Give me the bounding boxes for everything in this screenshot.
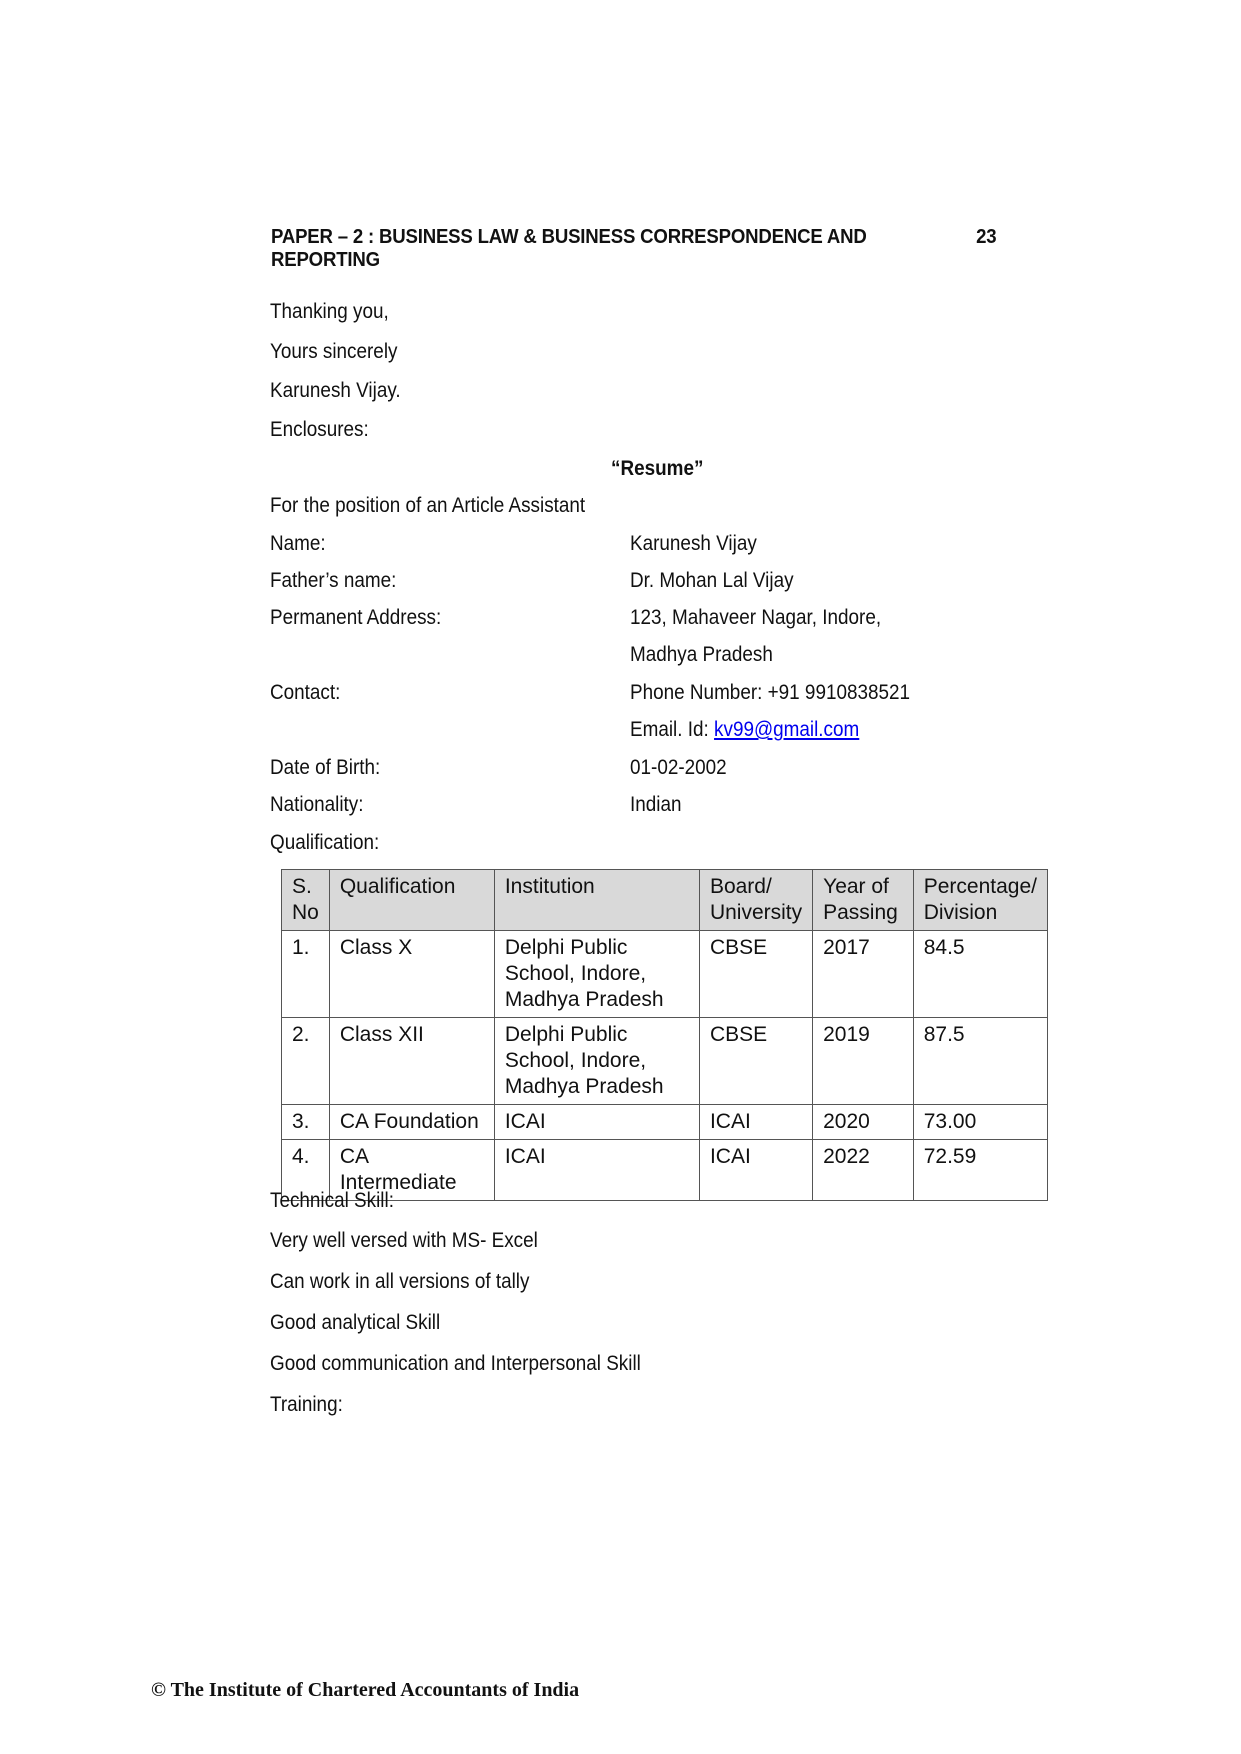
cell-institution: Delphi Public School, Indore, Madhya Pradesh (494, 931, 699, 1018)
cell-qualification: Class XII (329, 1018, 494, 1105)
technical-skill-label: Technical Skill: (270, 1189, 394, 1212)
name-label: Name: (270, 532, 326, 555)
address-label: Permanent Address: (270, 606, 442, 629)
cell-institution: Delphi Public School, Indore, Madhya Pradesh (494, 1018, 699, 1105)
table-row (282, 1105, 1048, 1140)
cell-qualification: CA Intermediate (329, 1140, 494, 1201)
page-header (271, 226, 996, 272)
cell-year: 2017 (813, 931, 914, 1018)
paper-title: PAPER – 2 : BUSINESS LAW & BUSINESS CORRESPONDENCE AND REPORTING (271, 226, 867, 271)
cell-institution: ICAI (494, 1140, 699, 1201)
cell-year: 2019 (813, 1018, 914, 1105)
cell-sno: 4. (282, 1140, 330, 1201)
table-row (282, 1140, 1048, 1201)
contact-label: Contact: (270, 681, 341, 704)
father-name-value: Dr. Mohan Lal Vijay (630, 569, 794, 592)
cell-percentage: 73.00 (913, 1105, 1047, 1140)
table-row (282, 1018, 1048, 1105)
cell-institution: ICAI (494, 1105, 699, 1140)
cell-percentage: 84.5 (913, 931, 1047, 1018)
dob-value: 01-02-2002 (630, 756, 727, 779)
qualification-label: Qualification: (270, 831, 380, 854)
nationality-label: Nationality: (270, 793, 364, 816)
skill-item: Good analytical Skill (270, 1311, 441, 1334)
dob-label: Date of Birth: (270, 756, 381, 779)
father-name-label: Father’s name: (270, 569, 397, 592)
training-label: Training: (270, 1393, 343, 1416)
header-qualification: Qualification (329, 870, 494, 931)
cell-board: CBSE (699, 1018, 812, 1105)
cell-qualification: Class X (329, 931, 494, 1018)
cell-year: 2022 (813, 1140, 914, 1201)
header-year: Year of Passing (813, 870, 914, 931)
header-percentage: Percentage/ Division (913, 870, 1047, 931)
copyright-footer: © The Institute of Chartered Accountants of India (151, 1679, 580, 1701)
skill-item: Good communication and Interpersonal Skill (270, 1352, 641, 1375)
cell-qualification: CA Foundation (329, 1105, 494, 1140)
email-line (630, 718, 859, 742)
name-value: Karunesh Vijay (630, 532, 757, 555)
closing-name: Karunesh Vijay. (270, 379, 401, 402)
table-header-row (282, 870, 1048, 931)
email-link[interactable]: kv99@gmail.com (714, 718, 860, 741)
cell-board: CBSE (699, 931, 812, 1018)
phone-number: Phone Number: +91 9910838521 (630, 681, 911, 704)
cell-sno: 3. (282, 1105, 330, 1140)
nationality-value: Indian (630, 793, 682, 816)
header-sno: S. No (282, 870, 330, 931)
qualification-table (281, 869, 1048, 1201)
skill-item: Can work in all versions of tally (270, 1270, 530, 1293)
cell-sno: 2. (282, 1018, 330, 1105)
resume-title: “Resume” (611, 457, 704, 480)
address-line-1: 123, Mahaveer Nagar, Indore, (630, 606, 882, 629)
resume-position: For the position of an Article Assistant (270, 494, 586, 517)
cell-sno: 1. (282, 931, 330, 1018)
email-prefix: Email. Id: (630, 718, 715, 741)
closing-sign-off: Yours sincerely (270, 340, 398, 363)
closing-thanks: Thanking you, (270, 300, 389, 323)
cell-percentage: 87.5 (913, 1018, 1047, 1105)
header-institution: Institution (494, 870, 699, 931)
header-board: Board/ University (699, 870, 812, 931)
page-number: 23 (976, 226, 997, 248)
cell-year: 2020 (813, 1105, 914, 1140)
address-line-2: Madhya Pradesh (630, 643, 773, 666)
enclosures-label: Enclosures: (270, 418, 369, 441)
cell-board: ICAI (699, 1105, 812, 1140)
table-row (282, 931, 1048, 1018)
cell-percentage: 72.59 (913, 1140, 1047, 1201)
cell-board: ICAI (699, 1140, 812, 1201)
skill-item: Very well versed with MS- Excel (270, 1229, 538, 1252)
